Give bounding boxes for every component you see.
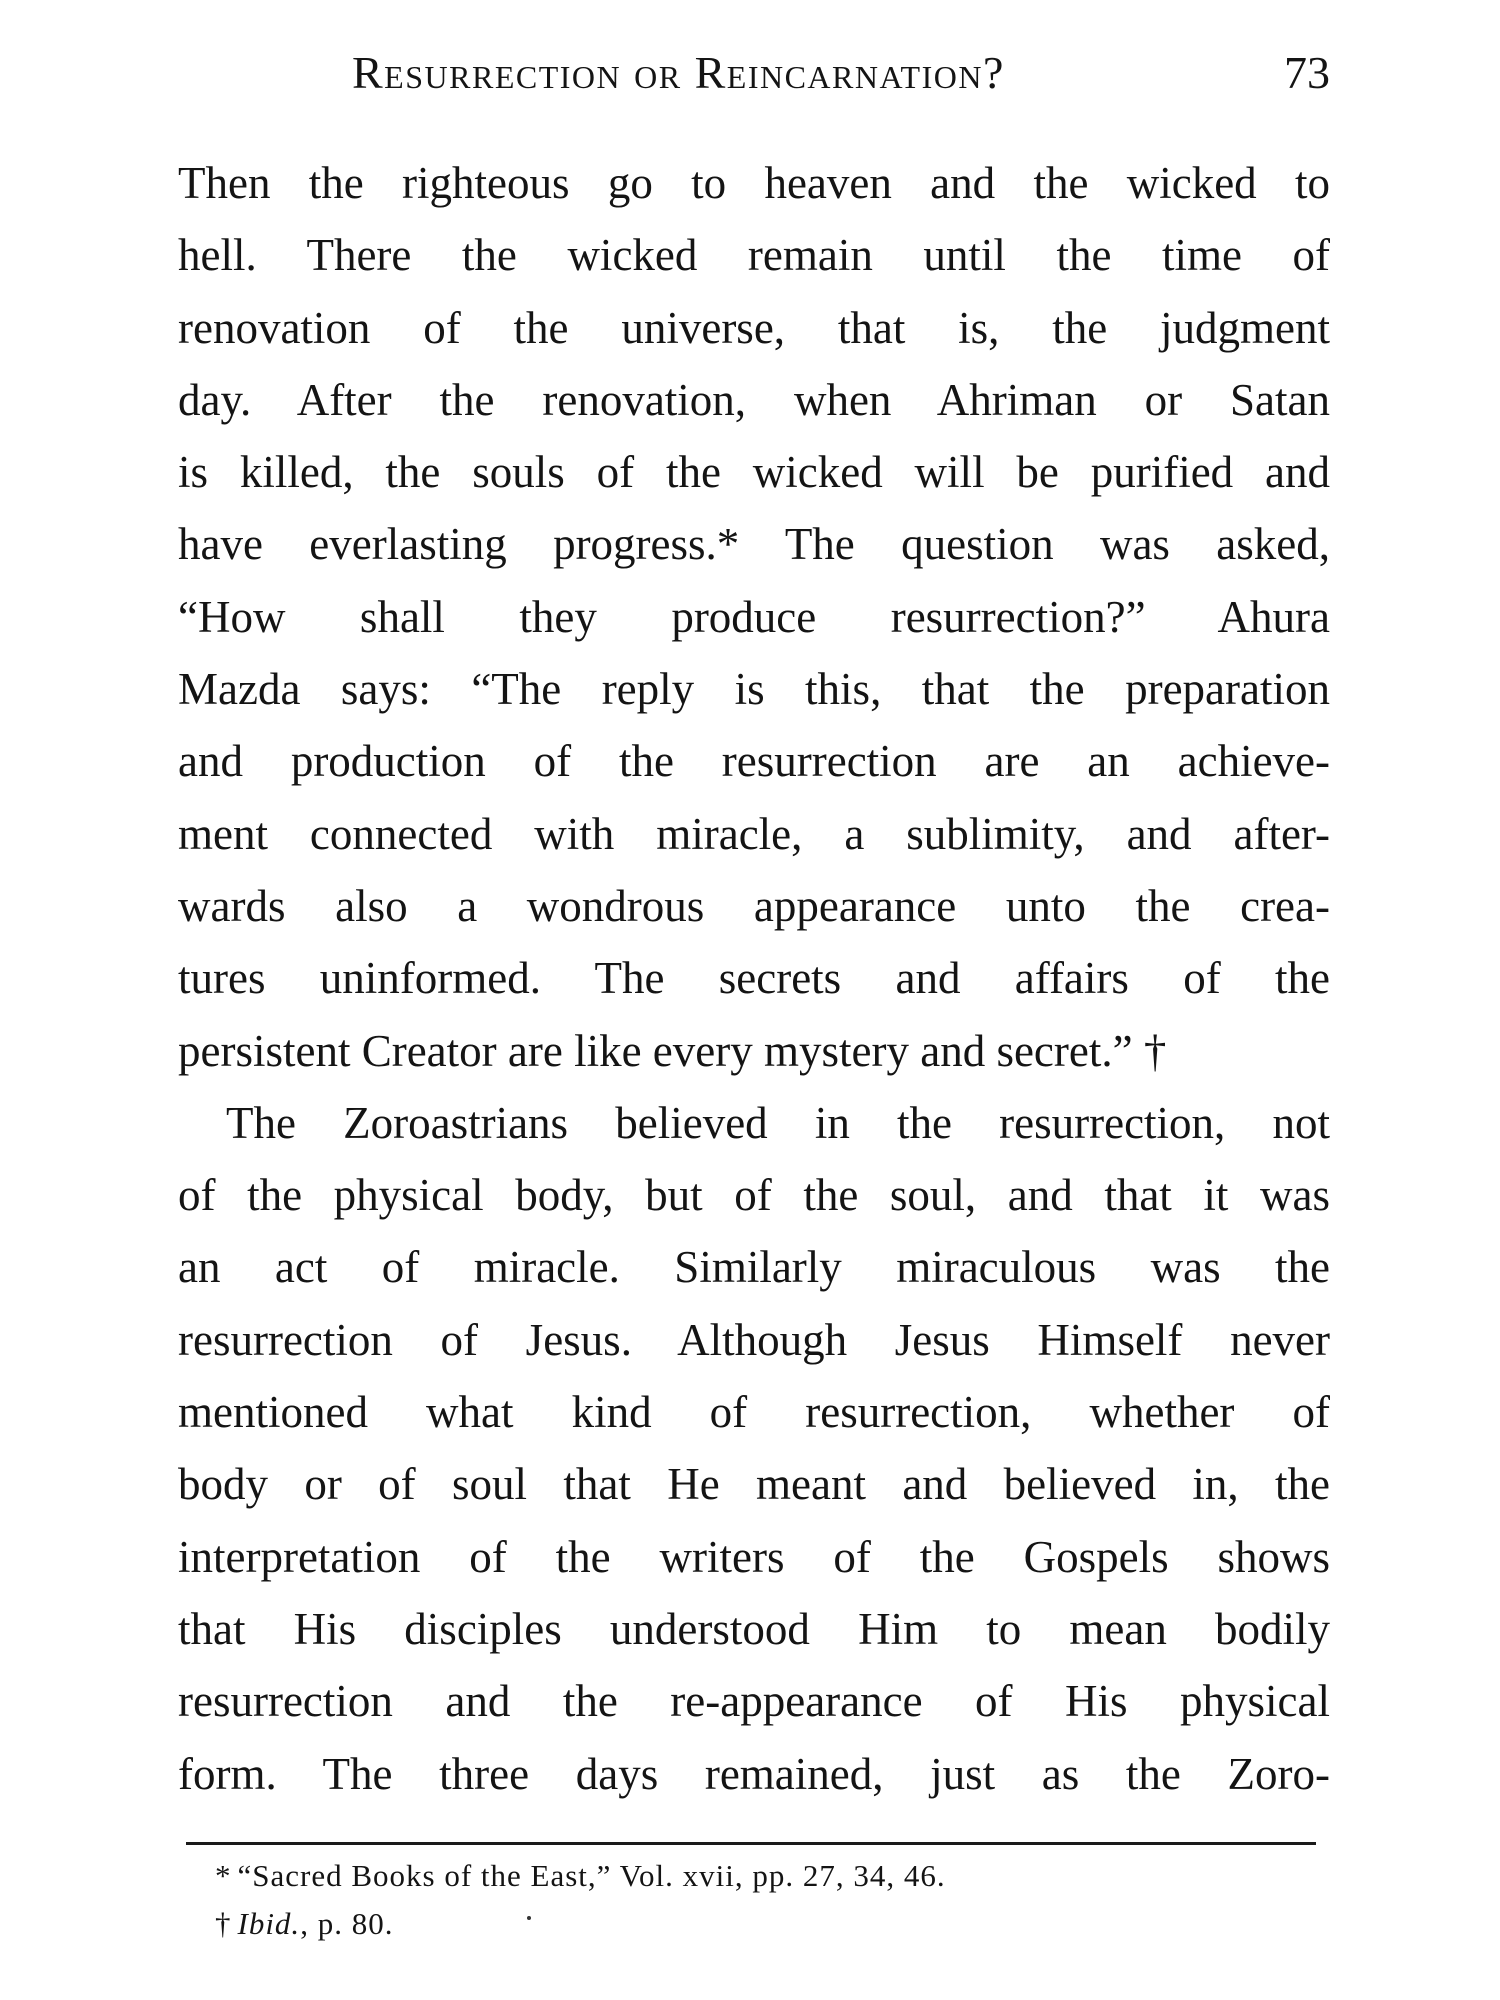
footnote-2 [215, 1900, 1315, 1948]
text-line: resurrection and the re-appearance of His physical [178, 1676, 1330, 1727]
text-line: renovation of the universe, that is, the judgment [178, 302, 1330, 353]
text-line: resurrection of Jesus. Although Jesus Himself never [178, 1314, 1330, 1365]
text-line: interpretation of the writers of the Gospels shows [178, 1531, 1330, 1582]
running-title: Resurrection or Reincarnation? [352, 47, 1005, 98]
text-line: an act of miracle. Similarly miraculous was the [178, 1242, 1330, 1293]
text-line: hell. There the wicked remain until the time of [178, 230, 1330, 281]
text-line: day. After the renovation, when Ahriman or Satan [178, 374, 1330, 425]
page-number: 73 [1284, 47, 1330, 98]
footnotes [215, 1852, 1315, 1948]
running-head [352, 38, 1342, 108]
footnote-divider [186, 1842, 1316, 1845]
text-line: of the physical body, but of the soul, and that it was [178, 1170, 1330, 1221]
footnote-text: “Sacred Books of the East,” Vol. xvii, pp. 27, 34, 46. [237, 1858, 946, 1893]
text-line: persistent Creator are like every mystery and secret.” † [178, 1025, 1167, 1076]
text-line: and production of the resurrection are an achieve- [178, 736, 1330, 787]
footnote-marker: * [215, 1858, 232, 1893]
footnote-source: Ibid. [237, 1906, 301, 1941]
text-line: ment connected with miracle, a sublimity, and after- [178, 808, 1330, 859]
text-line: tures uninformed. The secrets and affairs of the [178, 953, 1330, 1004]
text-line: “How shall they produce resurrection?” Ahura [178, 591, 1330, 642]
text-line: have everlasting progress.* The question was asked, [178, 519, 1330, 570]
body-text [178, 147, 1330, 1810]
footnote-1 [215, 1852, 1315, 1900]
text-line: form. The three days remained, just as the Zoro- [178, 1748, 1330, 1799]
text-line: The Zoroastrians believed in the resurrection, not [226, 1097, 1330, 1148]
text-line: Mazda says: “The reply is this, that the preparation [178, 664, 1330, 715]
text-line: is killed, the souls of the wicked will be purified and [178, 447, 1330, 498]
footnote-text: , p. 80. [300, 1906, 394, 1941]
text-line: body or of soul that He meant and believed in, the [178, 1459, 1330, 1510]
text-line: that His disciples understood Him to mean bodily [178, 1603, 1330, 1654]
text-line: Then the righteous go to heaven and the wicked to [178, 158, 1330, 208]
text-line: mentioned what kind of resurrection, whether of [178, 1387, 1330, 1438]
footnote-marker: † [215, 1906, 232, 1941]
text-line: wards also a wondrous appearance unto the crea- [178, 880, 1330, 931]
print-speck [527, 1916, 531, 1920]
